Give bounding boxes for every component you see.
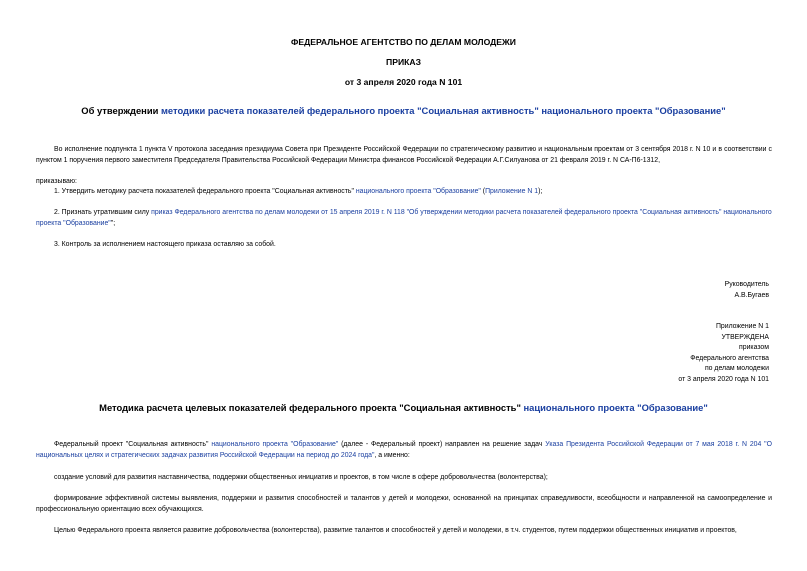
signature-name: А.В.Бугаев (734, 291, 769, 299)
appendix-approved: УТВЕРЖДЕНА (721, 333, 769, 341)
title-methodology-link[interactable]: методики расчета показателей федерального проекта "Социальная активность" (160, 105, 539, 116)
appendix-date: от 3 апреля 2020 года N 101 (678, 375, 769, 383)
mp1-prefix: Федеральный проект "Социальная активность" (54, 441, 212, 448)
signature-position: Руководитель (724, 281, 769, 288)
signature-block (569, 280, 769, 301)
preamble-paragraph: Во исполнение подпункта 1 пункта V протокола заседания президиума Совета при Президенте Российской Федерации по стратегическому развитию и национальным проектам от 3 сентября 2018 г. N 10 и в соответствии с пунктом 1 поручения первого заместителя Председателя Правительства Российской Федерации Министра финансов Российской Федерации А.Г.Силуанова от 21 февраля 2019 г. N СА-П6-1312, (36, 146, 772, 164)
title-national-project-link[interactable]: национального проекта "Образование" (541, 105, 726, 116)
methodology-paragraph-2: создание условий для развития наставничества, поддержки общественных инициатив и проектов, в том числе в сфере добровольчества (волонтерства); (54, 474, 548, 481)
mp1-suffix: , а именно: (374, 451, 410, 459)
item1-mid: ( (480, 188, 486, 195)
appendix-label: Приложение N 1 (715, 323, 769, 330)
agency-name: ФЕДЕРАЛЬНОЕ АГЕНТСТВО ПО ДЕЛАМ МОЛОДЕЖИ (291, 37, 516, 47)
methodology-title-link[interactable]: национального проекта "Образование" (523, 402, 708, 413)
methodology-paragraph-1 (36, 440, 772, 461)
mp1-mid: (далее - Федеральный проект) направлен на решение задач (338, 441, 546, 448)
mp1-national-project-link[interactable]: национального проекта "Образование" (211, 441, 339, 448)
methodology-paragraph-3: формирование эффективной системы выявления, поддержки и развития способностей и талантов у детей и молодежи, основанной на принципах справедливости, всеобщности и направленной на самоопределение и профессиональную ориентацию всех обучающихся. (36, 495, 772, 513)
appendix-agency-line2: по делам молодежи (704, 365, 769, 373)
document-type: ПРИКАЗ (386, 57, 421, 67)
order-item-3: 3. Контроль за исполнением настоящего приказа оставляю за собой. (54, 241, 276, 248)
item1-national-project-link[interactable]: национального проекта "Образование" (355, 188, 481, 195)
item2-order-link[interactable]: приказ Федерального агентства по делам молодежи от 15 апреля 2019 г. N 118 "Об утверждении методики расчета показателей федерального проекта "Социальная активность" национального проекта "Образование" (36, 209, 772, 227)
methodology-title-prefix: Методика расчета целевых показателей федерального проекта "Социальная активность" (99, 402, 524, 413)
item2-suffix: "; (110, 219, 116, 227)
mp1-decree-link[interactable]: Указа Президента Российской Федерации от 7 мая 2018 г. N 204 "О национальных целях и стратегических задачах развития Российской Федерации на период до 2024 года" (36, 441, 772, 459)
document-title (0, 105, 807, 116)
document-date-number: от 3 апреля 2020 года N 101 (344, 77, 463, 87)
item1-prefix: 1. Утвердить методику расчета показателей федерального проекта "Социальная активность" (54, 188, 356, 195)
order-item-1 (36, 187, 772, 198)
appendix-by-order: приказом (739, 344, 769, 352)
item1-suffix: ); (538, 188, 543, 195)
order-word: приказываю: (36, 178, 77, 185)
item1-appendix-link[interactable]: Приложение N 1 (485, 188, 539, 195)
item2-prefix: 2. Признать утратившим силу (54, 209, 152, 216)
appendix-block (569, 322, 769, 386)
title-prefix: Об утверждении (81, 105, 161, 116)
order-item-2 (36, 208, 772, 229)
appendix-agency-line1: Федерального агентства (690, 354, 769, 362)
methodology-paragraph-4: Целью Федерального проекта является развитие добровольчества (волонтерства), развитие талантов и способностей у детей и молодежи, в т.ч. студентов, путем поддержки общественных инициатив и проектов, (54, 527, 737, 534)
methodology-title (0, 402, 807, 413)
